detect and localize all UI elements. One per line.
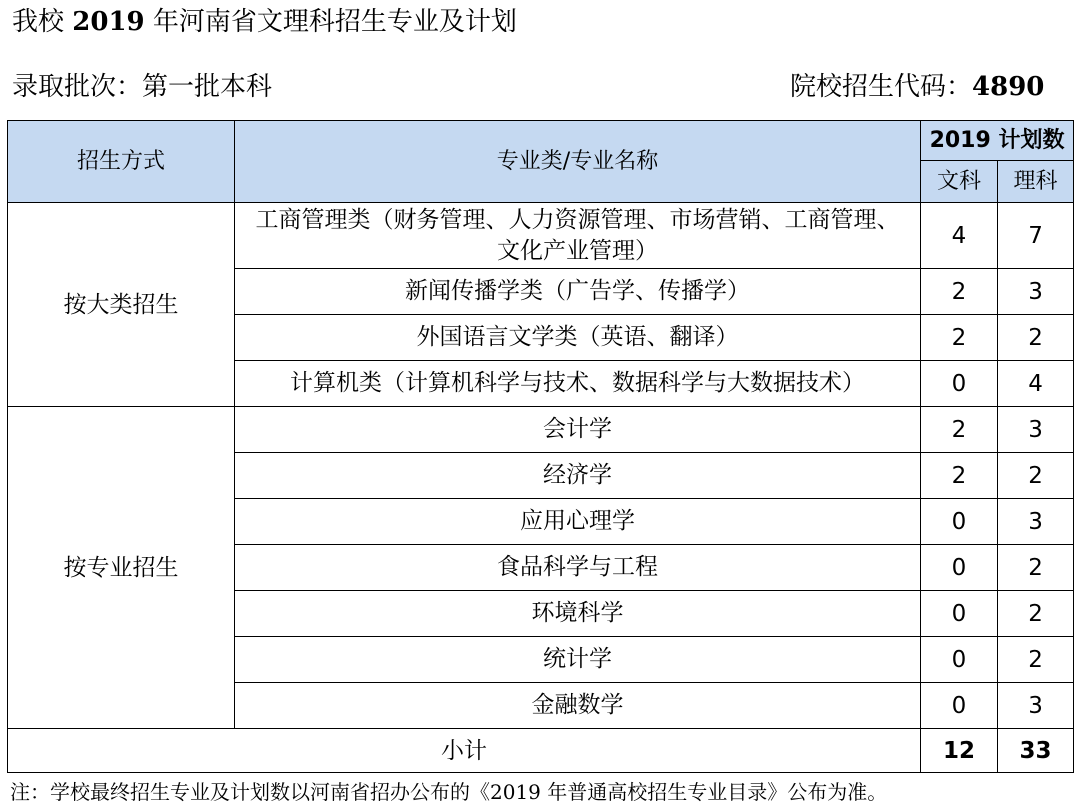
major-name: 应用心理学 [235,499,921,545]
science-count: 3 [998,683,1074,729]
science-count: 4 [998,361,1074,407]
science-count: 3 [998,499,1074,545]
subtotal-arts: 12 [921,729,998,773]
arts-count: 0 [921,591,998,637]
science-count: 2 [998,637,1074,683]
group-method: 按大类招生 [8,203,235,407]
arts-count: 2 [921,407,998,453]
arts-count: 2 [921,453,998,499]
subtotal-label: 小计 [8,729,921,773]
science-count: 2 [998,545,1074,591]
arts-count: 0 [921,499,998,545]
science-count: 2 [998,591,1074,637]
major-name: 统计学 [235,637,921,683]
subtotal-row [8,729,1074,773]
header-method: 招生方式 [8,121,235,203]
science-count: 2 [998,453,1074,499]
subtotal-science: 33 [998,729,1074,773]
major-name: 外国语言文学类（英语、翻译） [235,315,921,361]
major-name: 金融数学 [235,683,921,729]
arts-count: 4 [921,203,998,269]
major-name: 工商管理类（财务管理、人力资源管理、市场营销、工商管理、文化产业管理） [235,203,921,269]
title-suffix: 年河南省文理科招生专业及计划 [144,7,517,37]
institution-code [790,70,1044,104]
header-row [8,121,1074,161]
science-count: 2 [998,315,1074,361]
major-name: 新闻传播学类（广告学、传播学） [235,269,921,315]
footnote: 注：学校最终招生专业及计划数以河南省招办公布的《2019 年普通高校招生专业目录》公布为准。 [10,780,888,804]
header-science: 理科 [998,161,1074,203]
major-name: 食品科学与工程 [235,545,921,591]
major-name: 经济学 [235,453,921,499]
science-count: 7 [998,203,1074,269]
code-value: 4890 [972,72,1045,102]
page-title [12,4,517,40]
admission-batch: 录取批次：第一批本科 [12,72,273,102]
arts-count: 0 [921,361,998,407]
major-name: 会计学 [235,407,921,453]
header-arts: 文科 [921,161,998,203]
arts-count: 2 [921,315,998,361]
science-count: 3 [998,407,1074,453]
table-row [8,203,1074,269]
table-row [8,407,1074,453]
header-major: 专业类/专业名称 [235,121,921,203]
arts-count: 2 [921,269,998,315]
title-prefix: 我校 [12,7,73,37]
arts-count: 0 [921,637,998,683]
major-name: 环境科学 [235,591,921,637]
science-count: 3 [998,269,1074,315]
arts-count: 0 [921,545,998,591]
arts-count: 0 [921,683,998,729]
group-method: 按专业招生 [8,407,235,729]
major-name: 计算机类（计算机科学与技术、数据科学与大数据技术） [235,361,921,407]
enrollment-plan-table [7,120,1074,773]
code-label: 院校招生代码： [790,72,973,102]
header-plan: 2019 计划数 [921,121,1074,161]
title-year: 2019 [72,7,145,37]
